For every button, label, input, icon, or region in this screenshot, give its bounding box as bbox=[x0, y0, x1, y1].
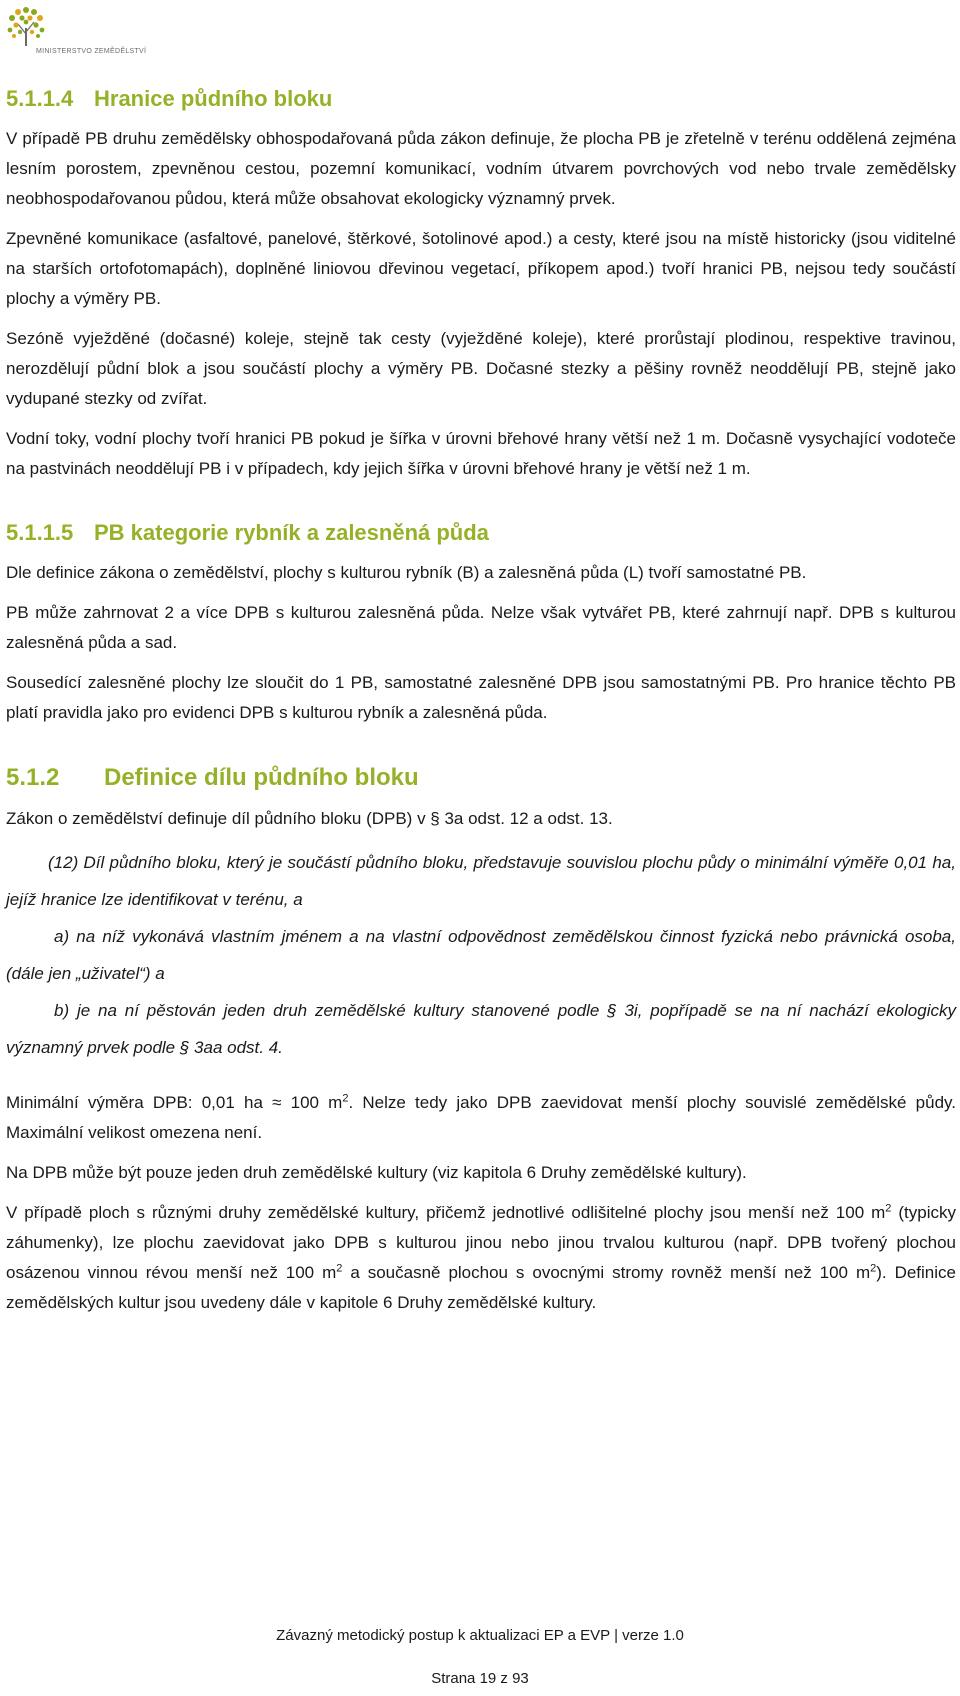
superscript: 2 bbox=[885, 1202, 892, 1215]
superscript: 2 bbox=[342, 1092, 349, 1105]
paragraph: V případě PB druhu zemědělsky obhospodařovaná půda zákon definuje, že plocha PB je zřetelně v terénu oddělená zejména lesním porostem, zpevněnou cestou, pozemní komunikací, vodním útvarem povrchových vod nebo trvale zemědělsky neobhospodařovanou půdou, která může obsahovat ekologicky významný prvek. bbox=[6, 129, 956, 208]
spacer bbox=[6, 738, 956, 762]
text-run: a současně plochou s ovocnými stromy rovněž menší než 100 m bbox=[342, 1263, 871, 1282]
paragraph: Sezóně vyježděné (dočasné) koleje, stejně tak cesty (vyježděné koleje), které prorůstají plodinou, respektive travinou, nerozdělují půdní blok a jsou součástí plochy a výměry PB. Dočasné stezky a pěšiny rovněž neoddělují PB, stejně jako vydupané stezky od zvířat. bbox=[6, 329, 956, 408]
spacer bbox=[6, 494, 956, 518]
text-run: ). Definice zemědělských kultur jsou uvedeny dále v kapitole 6 Druhy zemědělské kultury. bbox=[6, 1263, 956, 1312]
paragraph: Zákon o zemědělství definuje díl půdního bloku (DPB) v § 3a odst. 12 a odst. 13. bbox=[6, 809, 613, 828]
paragraph: PB může zahrnovat 2 a více DPB s kulturou zalesněná půda. Nelze však vytvářet PB, které zahrnují např. DPB s kulturou zalesněná půda a sad. bbox=[6, 603, 956, 652]
section-number: 5.1.1.4 bbox=[6, 86, 74, 111]
paragraph-mixed-cultures bbox=[6, 1198, 956, 1318]
paragraph: Sousedící zalesněné plochy lze sloučit do 1 PB, samostatné zalesněné DPB jsou samostatnými PB. Pro hranice těchto PB platí pravidla jako pro evidenci DPB s kulturou rybník a zalesněná půda. bbox=[6, 673, 956, 722]
paragraph: Vodní toky, vodní plochy tvoří hranici PB pokud je šířka v úrovni břehové hrany větší než 1 m. Dočasně vysychající vodoteče na pastvinách neoddělují PB i v případech, kdy jejich šířka v úrovni břehové hrany je větší než 1 m. bbox=[6, 429, 956, 478]
text-run: (typicky záhumenky), lze plochu zaevidovat jako DPB s kulturou jinou nebo jinou trvalou kulturou (např. DPB tvořený plochou osázenou vinnou révou menší než 100 m bbox=[6, 1203, 956, 1282]
main-content bbox=[6, 84, 956, 1328]
spacer bbox=[6, 1066, 956, 1088]
section-title: Definice dílu půdního bloku bbox=[104, 764, 419, 791]
text-run: Minimální výměra DPB: 0,01 ha ≈ 100 m bbox=[6, 1093, 343, 1112]
paragraph: Na DPB může být pouze jeden druh zemědělské kultury (viz kapitola 6 Druhy zemědělské kultury). bbox=[6, 1163, 747, 1182]
superscript: 2 bbox=[870, 1262, 877, 1275]
section-number: 5.1.2 bbox=[6, 764, 60, 791]
section-heading-5115 bbox=[6, 518, 956, 548]
paragraph: Dle definice zákona o zemědělství, plochy s kulturou rybník (B) a zalesněná půda (L) tvoří samostatné PB. bbox=[6, 563, 807, 582]
footer-document-title: Závazný metodický postup k aktualizaci EP a EVP | verze 1.0 bbox=[276, 1627, 684, 1644]
law-quote-a: a) na níž vykonává vlastním jménem a na vlastní odpovědnost zemědělskou činnost fyzická nebo právnická osoba, (dále jen „uživatel“) a bbox=[6, 927, 956, 983]
logo-text: MINISTERSTVO ZEMĚDĚLSTVÍ bbox=[36, 48, 147, 55]
section-number: 5.1.1.5 bbox=[6, 520, 74, 545]
superscript: 2 bbox=[336, 1262, 343, 1275]
section-heading-512 bbox=[6, 762, 956, 794]
text-run: . Nelze tedy jako DPB zaevidovat menší plochy souvislé zemědělské půdy. Maximální velikost omezena není. bbox=[6, 1093, 956, 1142]
law-quote-12: (12) Díl půdního bloku, který je součástí půdního bloku, představuje souvislou plochu půdy o minimální výměře 0,01 ha, jejíž hranice lze identifikovat v terénu, a bbox=[6, 853, 956, 909]
law-quote-b: b) je na ní pěstován jeden druh zemědělské kultury stanovené podle § 3i, popřípadě se na ní nachází ekologicky významný prvek podle § 3aa odst. 4. bbox=[6, 1001, 956, 1057]
text-run: V případě ploch s různými druhy zemědělské kultury, přičemž jednotlivé odlišitelné plochy jsou menší než 100 m bbox=[6, 1203, 886, 1222]
section-heading-5114 bbox=[6, 84, 956, 114]
section-title: Hranice půdního bloku bbox=[94, 86, 333, 111]
section-title: PB kategorie rybník a zalesněná půda bbox=[94, 520, 489, 545]
tree-icon bbox=[8, 7, 45, 46]
paragraph-min-area bbox=[6, 1088, 956, 1148]
paragraph: Zpevněné komunikace (asfaltové, panelové, štěrkové, šotolinové apod.) a cesty, které jsou na místě historicky (jsou viditelné na starších ortofotomapách), doplněné liniovou dřevinou vegetací, příkopem apod.) tvoří hranici PB, nejsou tedy součástí plochy a výměry PB. bbox=[6, 229, 956, 308]
footer-page-number: Strana 19 z 93 bbox=[431, 1670, 529, 1687]
